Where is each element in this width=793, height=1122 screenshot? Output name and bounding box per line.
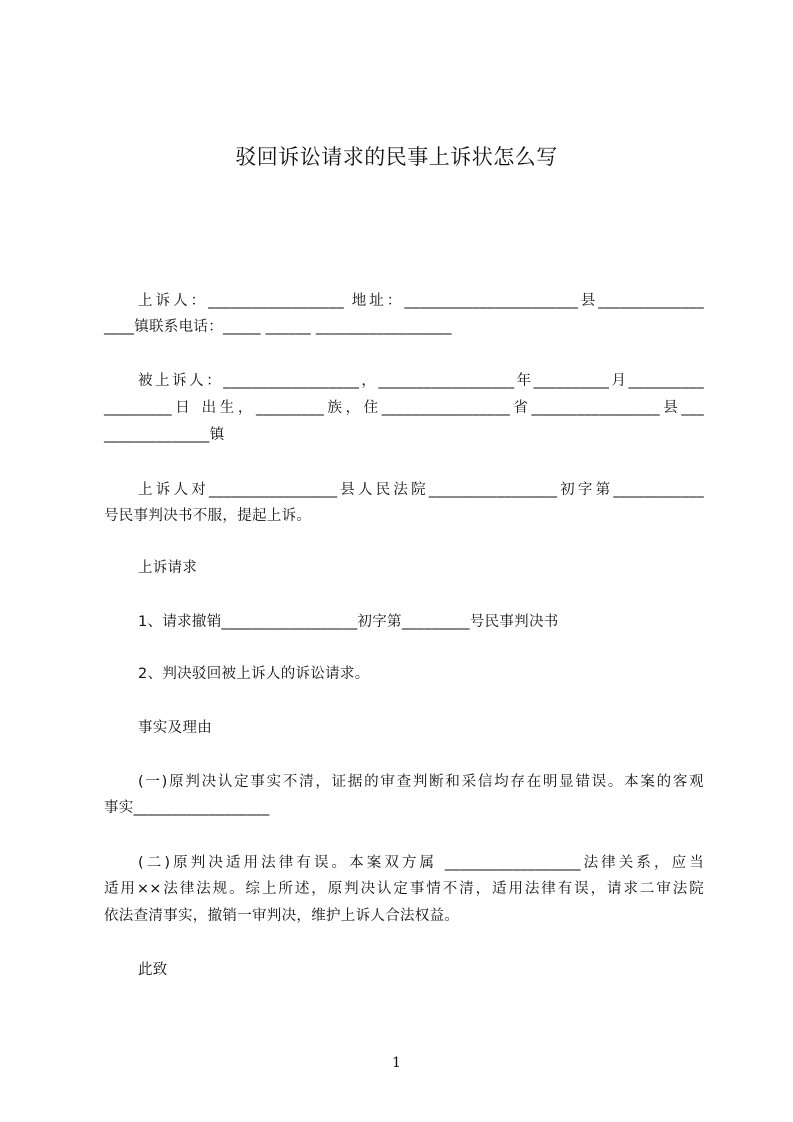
closing-salutation: 此致 bbox=[138, 962, 168, 978]
reason-2-line: (二)原判决适用法律有误。本案双方属 __________________法律关系，应当 bbox=[138, 855, 704, 871]
reason-1-continued: 事实__________________ bbox=[104, 800, 270, 816]
appellee-town-line: ______________镇 bbox=[104, 427, 225, 443]
reason-1-line: (一)原判决认定事实不清，证据的审查判断和采信均存在明显错误。本案的客观 bbox=[138, 774, 704, 790]
page-number: 1 bbox=[392, 1055, 401, 1071]
appeal-statement-continued: 号民事判决书不服，提起上诉。 bbox=[104, 508, 312, 524]
appellee-line: 被上诉人：__________________，__________________年__________月__________ bbox=[138, 373, 704, 389]
appellant-line: 上诉人：__________________ 地址：_______________________县______________ bbox=[138, 293, 704, 309]
section-heading-facts: 事实及理由 bbox=[138, 720, 212, 736]
section-heading-requests: 上诉请求 bbox=[138, 560, 198, 576]
reason-2-continued: 适用××法律法规。综上所述，原判决认定事情不清，适用法律有误，请求二审法院 bbox=[104, 881, 704, 897]
appellant-contact-line: ____镇联系电话：_____ ______ __________________ bbox=[104, 319, 452, 335]
reason-2-conclusion: 依法查清事实，撤销一审判决，维护上诉人合法权益。 bbox=[104, 908, 460, 924]
request-item-1: 1、请求撤销__________________初字第_________号民事判决书 bbox=[138, 614, 559, 630]
request-item-2: 2、判决驳回被上诉人的诉讼请求。 bbox=[138, 666, 370, 682]
appeal-statement-line: 上诉人对_________________县人民法院_________________初字第____________ bbox=[138, 482, 704, 498]
appellee-birth-line: _________日 出生，_________族，住_________________省_________________县___ bbox=[104, 400, 704, 416]
document-title: 驳回诉讼请求的民事上诉状怎么写 bbox=[235, 145, 558, 169]
